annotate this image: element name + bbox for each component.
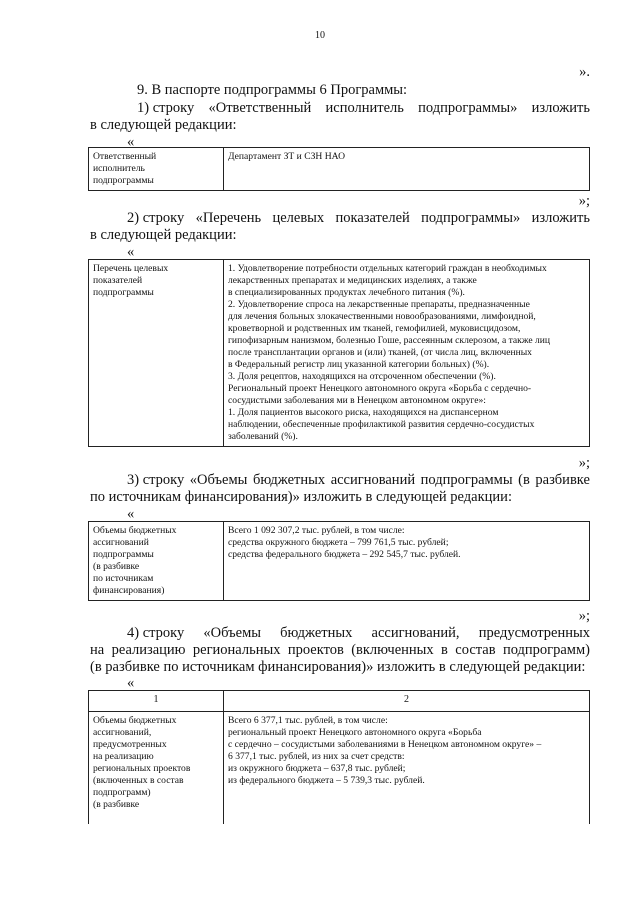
item4-word: в xyxy=(441,642,448,658)
item4-word: состав xyxy=(455,642,496,658)
item4-word: (включенных xyxy=(351,642,434,658)
item4-line xyxy=(127,625,590,642)
item4-word: проектов xyxy=(287,642,344,658)
item4-continuation: (в разбивке по источникам финансирования)» изложить в следующей редакции: xyxy=(90,659,586,675)
item2-close: »; xyxy=(578,455,590,471)
item4-word: реализацию xyxy=(111,642,186,658)
item3-word: бюджетных xyxy=(252,472,326,488)
table-row xyxy=(89,522,590,601)
table-header-row xyxy=(89,691,590,712)
item3-continuation: по источникам финансирования)» изложить в следующей редакции: xyxy=(90,489,512,505)
item4-open-quote: « xyxy=(127,675,135,691)
item4-word: 4) строку xyxy=(127,625,185,641)
item2-word: 2) строку xyxy=(127,210,185,226)
section-heading: 9. В паспорте подпрограммы 6 Программы: xyxy=(137,82,408,98)
item3-open-quote: « xyxy=(127,506,135,522)
item1-value: Департамент ЗТ и СЗН НАО xyxy=(224,148,590,191)
item2-table xyxy=(88,259,590,447)
item2-continuation: в следующей редакции: xyxy=(90,227,237,243)
closing-quote-top: ». xyxy=(579,64,590,80)
table-row xyxy=(89,148,590,191)
item3-word: (в xyxy=(518,472,530,488)
table-row xyxy=(89,712,590,825)
item4-word: предусмотренных xyxy=(478,625,590,641)
item1-word: подпрограммы» xyxy=(418,100,518,116)
item3-word: разбивке xyxy=(535,472,590,488)
item4-line2 xyxy=(90,642,590,659)
item2-word: целевых xyxy=(272,210,325,226)
item1-table xyxy=(88,147,590,191)
item3-word: ассигнований xyxy=(330,472,416,488)
item3-word: подпрограммы xyxy=(420,472,513,488)
item4-table xyxy=(88,690,590,824)
item2-word: «Перечень xyxy=(195,210,262,226)
item3-value: Всего 1 092 307,2 тыс. рублей, в том числе: средства окружного бюджета – 799 761,5 тыс. рублей; средства федерального бюджета – 292 545,7 тыс. рублей. xyxy=(224,522,590,601)
item1-word: изложить xyxy=(531,100,590,116)
item2-value: 1. Удовлетворение потребности отдельных категорий граждан в необходимых лекарственных препаратах и медицинских изделиях, а также в специализированных продуктах лечебного питания (%). 2. Удовлетворение спроса на лекарственные препараты, предназначенные для лечения больных злокачественными новообразованиями, лимфоидной, кроветворной и родственных им тканей, гемофилией, муковисцидозом, гипофизарным нанизмом, болезнью Гоше, рассеянным склерозом, а также лиц после трансплантации органов и (или) тканей, (от числа лиц, включенных в Федеральный регистр лиц указанной категории больных) (%). 3. Доля рецептов, находящихся на отсроченном обеспечении (%). Региональный проект Ненецкого автономного округа «Борьба с сердечно- сосудистыми заболевания ми в Ненецком автономном округе»: 1. Доля пациентов высокого риска, находящихся на диспансерном наблюдении, обеспеченные профилактикой развития сердечно-сосудистых заболеваний (%). xyxy=(224,260,590,447)
item3-word: «Объемы xyxy=(189,472,248,488)
item4-word: региональных xyxy=(192,642,281,658)
item2-word: показателей xyxy=(335,210,410,226)
column-number-2: 2 xyxy=(224,691,590,712)
column-number-1: 1 xyxy=(89,691,224,712)
item1-label: Ответственный исполнитель подпрограммы xyxy=(89,148,224,191)
item4-label: Объемы бюджетных ассигнований, предусмотренных на реализацию региональных проектов (включенных в состав подпрограмм) (в разбивке xyxy=(89,712,224,825)
item2-line xyxy=(127,210,590,227)
item4-word: «Объемы xyxy=(203,625,261,641)
item3-word: 3) строку xyxy=(127,472,185,488)
item2-word: подпрограммы» xyxy=(421,210,521,226)
item2-word: изложить xyxy=(531,210,590,226)
item4-word: подпрограмм) xyxy=(502,642,590,658)
table-row xyxy=(89,260,590,447)
item1-word: «Ответственный xyxy=(208,100,312,116)
item4-word: бюджетных xyxy=(280,625,353,641)
item1-continuation: в следующей редакции: xyxy=(90,117,237,133)
item4-word: на xyxy=(90,642,105,658)
item4-value: Всего 6 377,1 тыс. рублей, в том числе: региональный проект Ненецкого автономного округа «Борьба с сердечно – сосудистыми заболеваниями в Ненецком автономном округе» – 6 377,1 тыс. рублей, из них за счет средств: из окружного бюджета – 637,8 тыс. рублей; из федерального бюджета – 5 739,3 тыс. рублей. xyxy=(224,712,590,825)
item3-close: »; xyxy=(578,608,590,624)
item3-label: Объемы бюджетных ассигнований подпрограммы (в разбивке по источникам финансирования) xyxy=(89,522,224,601)
page-number: 10 xyxy=(315,30,325,41)
item3-table xyxy=(88,521,590,601)
item2-label: Перечень целевых показателей подпрограммы xyxy=(89,260,224,447)
item1-word: исполнитель xyxy=(325,100,404,116)
item2-open-quote: « xyxy=(127,244,135,260)
item3-line xyxy=(127,472,590,489)
item4-word: ассигнований, xyxy=(371,625,460,641)
item1-line xyxy=(137,100,590,117)
item1-word: 1) строку xyxy=(137,100,195,116)
item1-close: »; xyxy=(578,193,590,209)
item1-open-quote: « xyxy=(127,134,135,150)
